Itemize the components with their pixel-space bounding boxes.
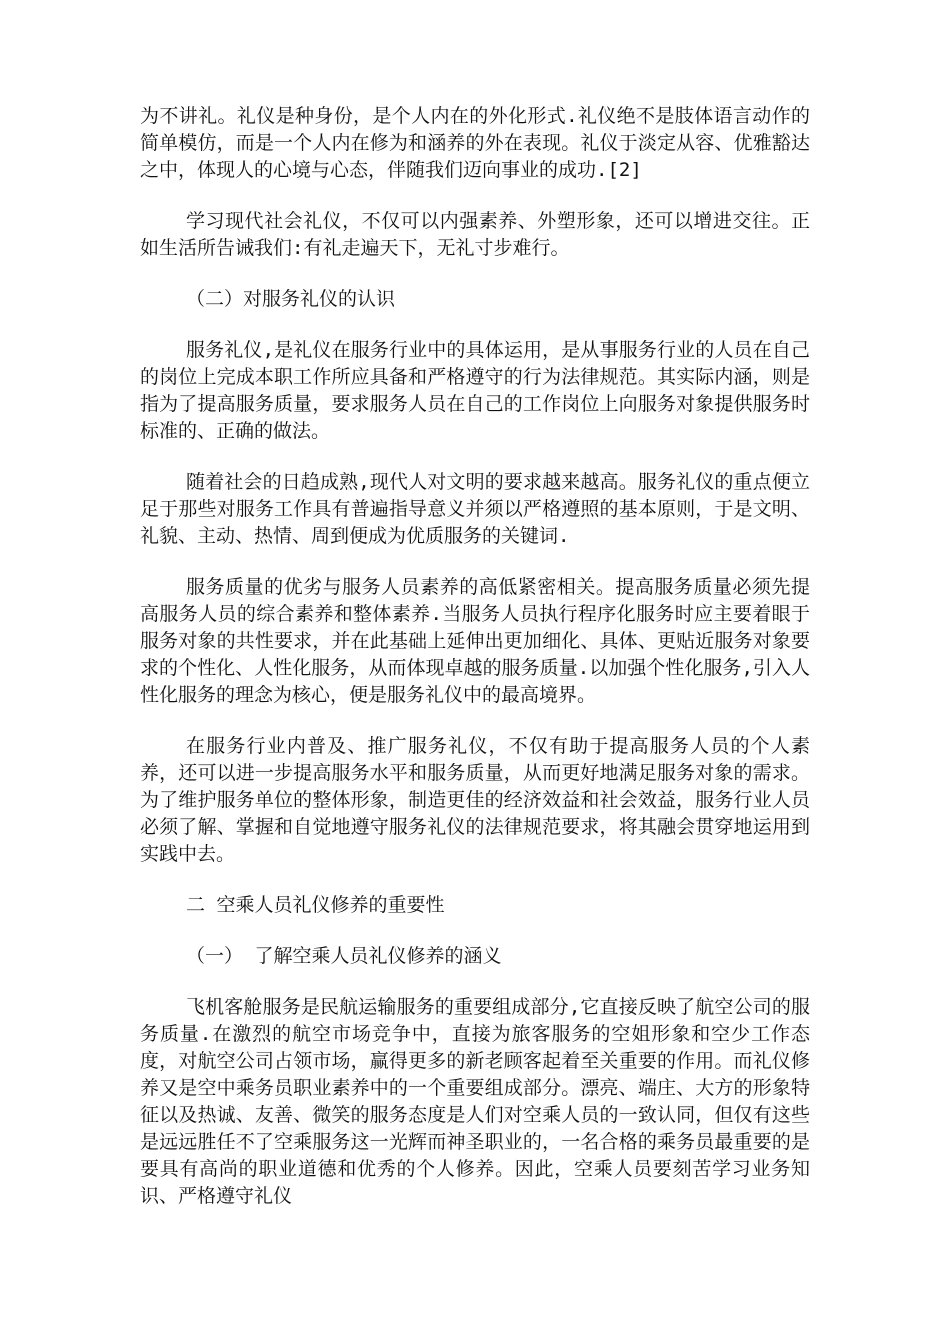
- paragraph-continuation: 为不讲礼。礼仪是种身份，是个人内在的外化形式.礼仪绝不是肢体语言动作的简单模仿，而是一个人内在修为和涵养的外在表现。礼仪于淡定从容、优雅豁达之中，体现人的心境与心态，伴随我们迈向事业的成功.[2]: [140, 105, 810, 181]
- paragraph: 随着社会的日趋成熟,现代人对文明的要求越来越高。服务礼仪的重点便立足于那些对服务工作具有普遍指导意义并须以严格遵照的基本原则，于是文明、礼貌、主动、热情、周到便成为优质服务的关键词.: [140, 471, 810, 547]
- paragraph: 飞机客舱服务是民航运输服务的重要组成部分,它直接反映了航空公司的服务质量.在激烈的航空市场竞争中，直接为旅客服务的空姐形象和空少工作态度，对航空公司占领市场，赢得更多的新老顾客起着至关重要的作用。而礼仪修养又是空中乘务员职业素养中的一个重要组成部分。漂亮、端庄、大方的形象特征以及热诚、友善、微笑的服务态度是人们对空乘人员的一致认同，但仅有这些是远远胜任不了空乘服务这一光辉而神圣职业的，一名合格的乘务员最重要的是要具有高尚的职业道德和优秀的个人修养。因此，空乘人员要刻苦学习业务知识、严格遵守礼仪: [140, 996, 810, 1207]
- section-heading: （一） 了解空乘人员礼仪修养的涵义: [186, 945, 502, 967]
- paragraph: 服务质量的优劣与服务人员素养的高低紧密相关。提高服务质量必须先提高服务人员的综合素养和整体素养.当服务人员执行程序化服务时应主要着眼于服务对象的共性要求，并在此基础上延伸出更加细化、具体、更贴近服务对象要求的个性化、人性化服务，从而体现卓越的服务质量.以加强个性化服务,引入人性化服务的理念为核心，便是服务礼仪中的最高境界。: [140, 576, 810, 706]
- section-heading: （二）对服务礼仪的认识: [186, 288, 396, 310]
- paragraph: 学习现代社会礼仪，不仅可以内强素养、外塑形象，还可以增进交往。正如生活所告诫我们:有礼走遍天下，无礼寸步难行。: [140, 210, 810, 259]
- chapter-heading: 二 空乘人员礼仪修养的重要性: [186, 894, 445, 916]
- document-page: [140, 103, 810, 1234]
- paragraph: 在服务行业内普及、推广服务礼仪，不仅有助于提高服务人员的个人素养，还可以进一步提高服务水平和服务质量，从而更好地满足服务对象的需求。为了维护服务单位的整体形象，制造更佳的经济效益和社会效益，服务行业人员必须了解、掌握和自觉地遵守服务礼仪的法律规范要求，将其融会贯穿地运用到实践中去。: [140, 735, 810, 865]
- paragraph: 服务礼仪,是礼仪在服务行业中的具体运用，是从事服务行业的人员在自己的岗位上完成本职工作所应具备和严格遵守的行为法律规范。其实际内涵，则是指为了提高服务质量，要求服务人员在自己的工作岗位上向服务对象提供服务时标准的、正确的做法。: [140, 339, 810, 442]
